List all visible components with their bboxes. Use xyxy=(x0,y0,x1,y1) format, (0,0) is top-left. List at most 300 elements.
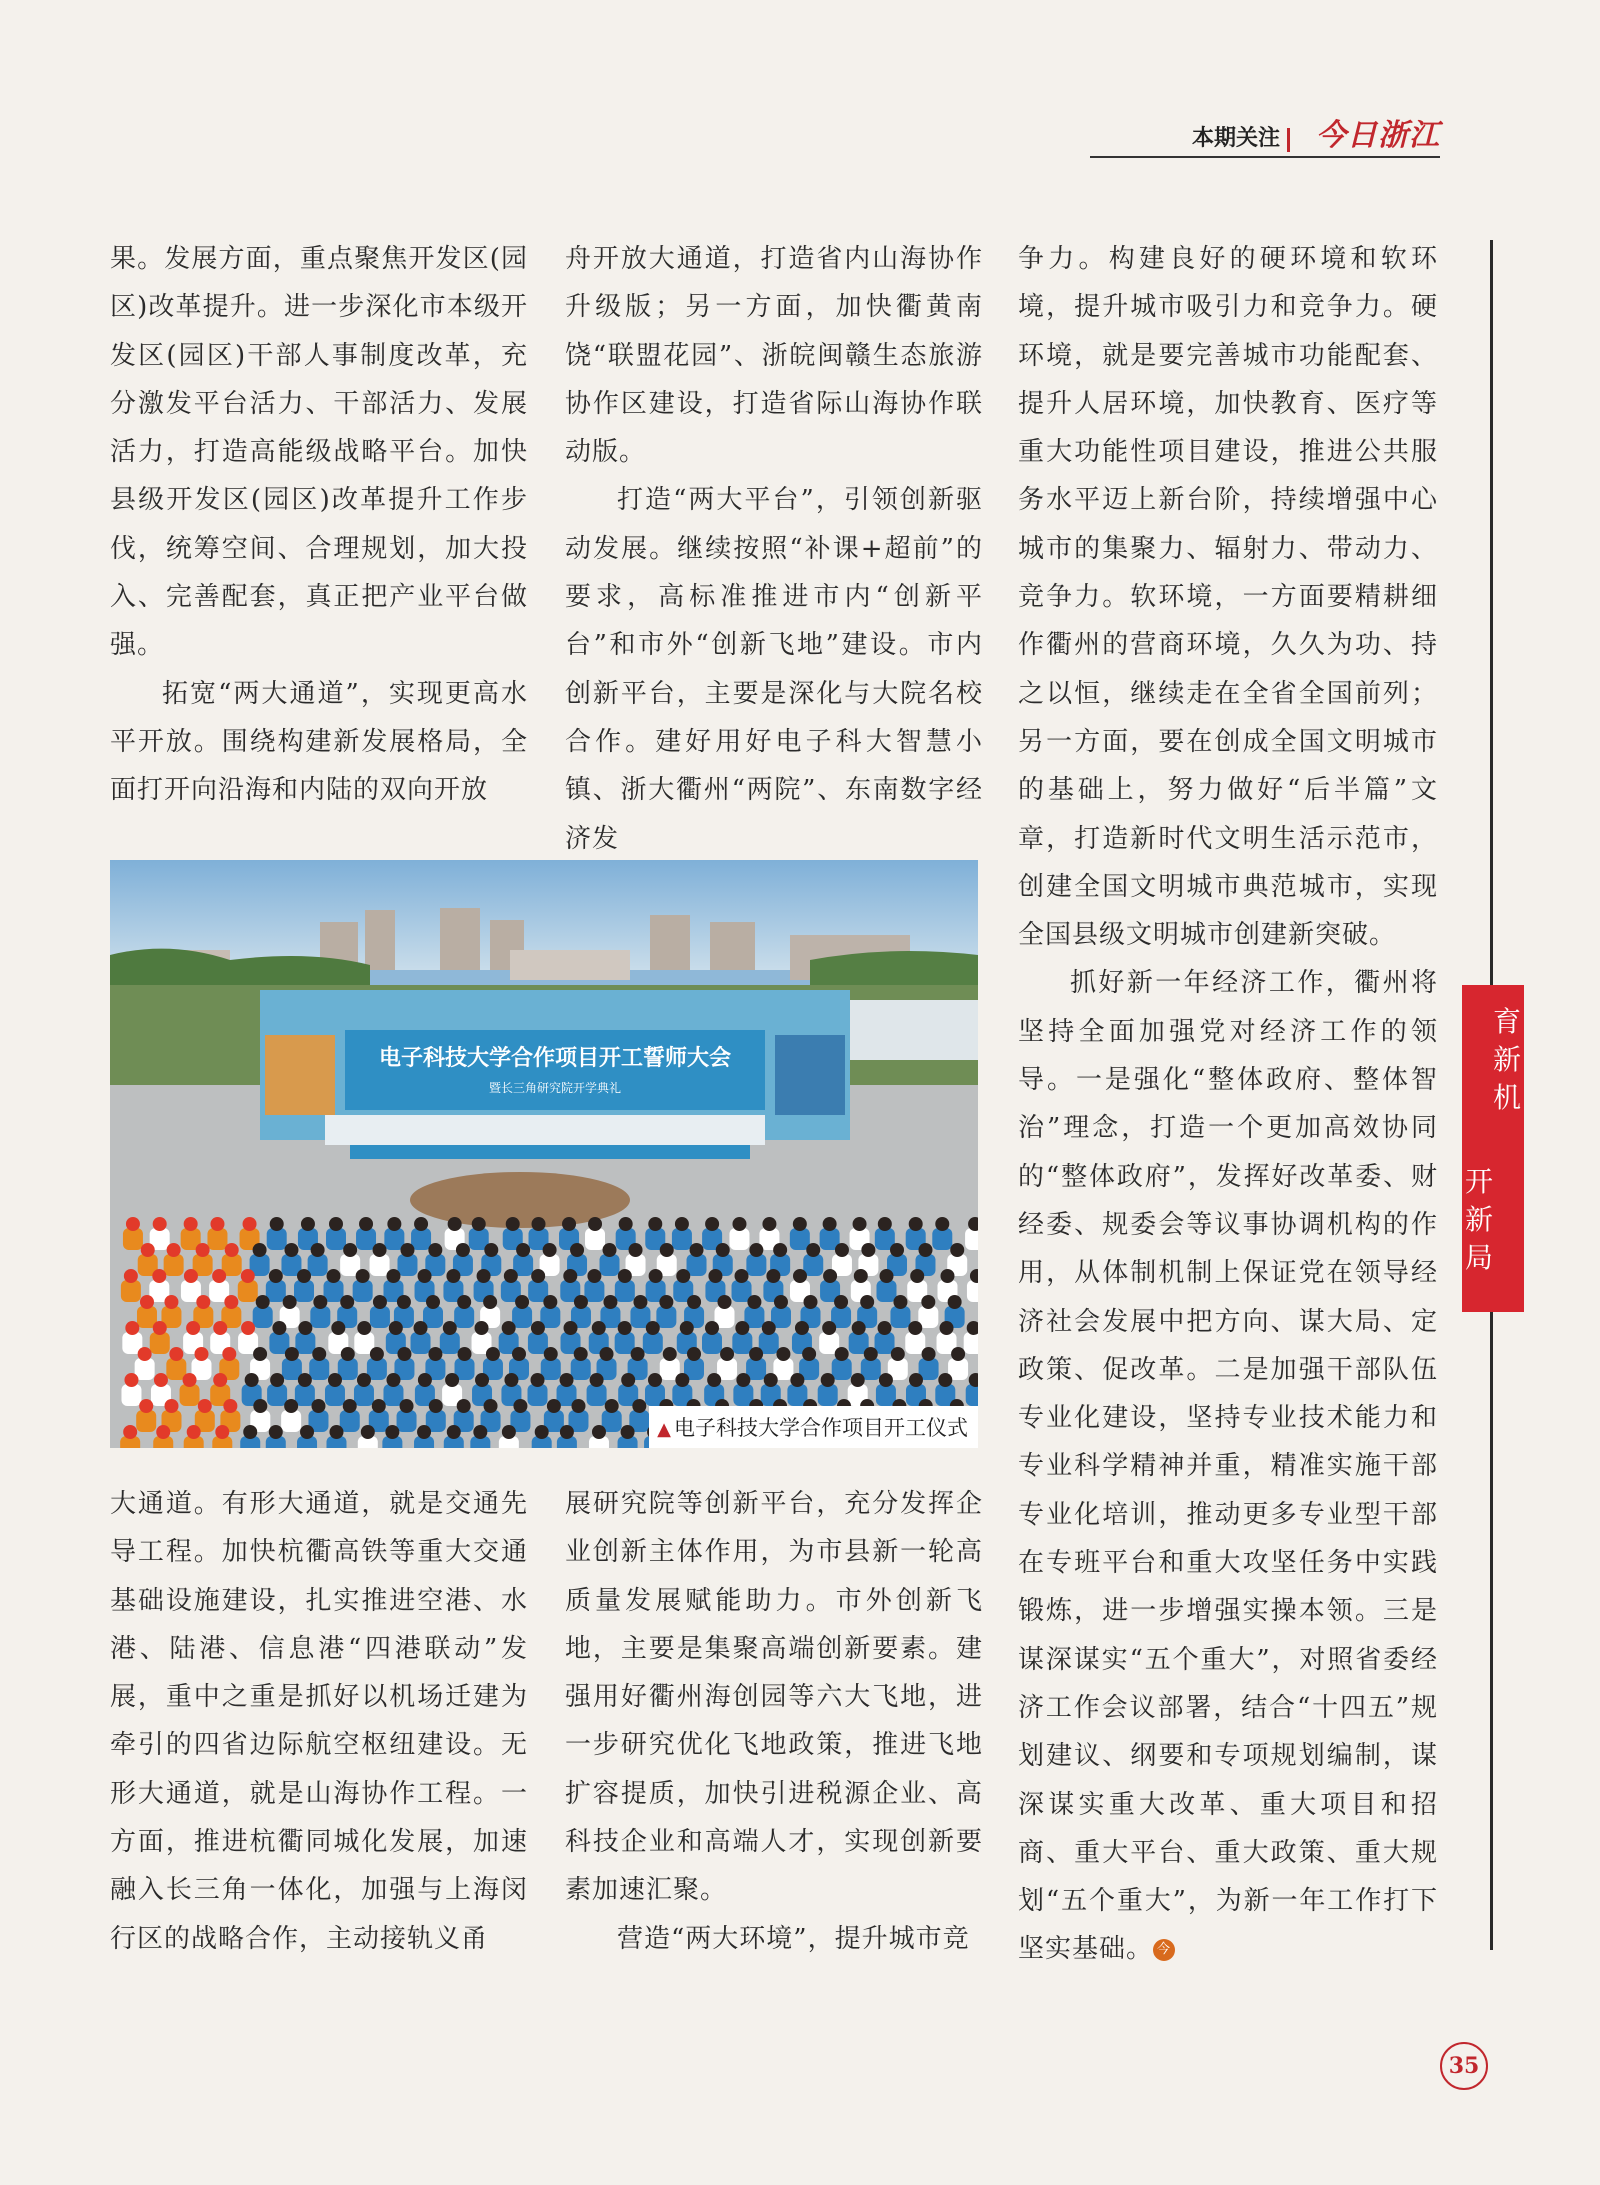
header-brand-logo: 今日浙江 xyxy=(1316,118,1440,153)
person-head xyxy=(705,1321,719,1335)
person-head xyxy=(680,1321,694,1335)
person-head xyxy=(512,1347,526,1361)
person-head xyxy=(950,1243,964,1257)
person-body xyxy=(656,1306,676,1328)
person-head xyxy=(592,1425,606,1439)
person-head xyxy=(297,1269,311,1283)
person-body xyxy=(512,1306,532,1328)
person-head xyxy=(224,1295,238,1309)
photo-caption xyxy=(649,1406,978,1448)
paragraph: 抓好新一年经济工作，衢州将坚持全面加强党对经济工作的领导。一是强化“整体政府、整体智治”理念，打造一个更加高效协同的“整体政府”，发挥好改革委、财经委、规委会等议事协调机构的作用，从体制机制上保证党在领导经济社会发展中把方向、谋大局、定政策、促改革。二是加强干部队伍专业化建设，坚持专业技术能力和专业科学精神并重，精准实施干部专业化培训，推动更多专业型干部在专班平台和重大攻坚任务中实践锻炼，进一步增强实操本领。三是谋深谋实“五个重大”，对照省委经济工作会议部署，结合“十四五”规划建议、纲要和专项规划编制，谋深谋实重大改革、重大项目和招商、重大平台、重大政策、重大规划“五个重大”，为新一年工作打下坚实基础。 今 xyxy=(1018,968,1438,1965)
paragraph: 打造“两大平台”，引领创新驱动发展。继续按照“补课+超前”的要求，高标准推进市内“创新平台”和市外“创新飞地”建设。市内创新平台，主要是深化与大院名校合作。建好用好电子科大智慧小镇、浙大衢州“两院”、东南数字经济发 xyxy=(565,485,983,854)
person-body xyxy=(180,1384,200,1406)
person-body xyxy=(932,1228,952,1250)
side-tab-char: 机 xyxy=(1492,1081,1521,1114)
person-head xyxy=(400,1243,414,1257)
person-body xyxy=(876,1384,896,1406)
person-head xyxy=(443,1321,457,1335)
person-head xyxy=(139,1399,153,1413)
header-divider xyxy=(1287,128,1290,152)
person-body xyxy=(354,1384,374,1406)
person-head xyxy=(329,1425,343,1439)
paragraph: 拓宽“两大通道”，实现更高水平开放。围绕构建新发展格局，全面打开向沿海和内陆的双向开放 xyxy=(110,678,528,806)
person-head xyxy=(918,1243,932,1257)
person-head xyxy=(253,1347,267,1361)
person-head xyxy=(648,1217,662,1231)
person-head xyxy=(140,1295,154,1309)
person-head xyxy=(183,1373,197,1387)
column-3 xyxy=(1018,235,1438,1974)
person-head xyxy=(198,1399,212,1413)
person-head xyxy=(879,1269,893,1283)
person-head xyxy=(793,1269,807,1283)
person-body xyxy=(325,1384,345,1406)
person-head xyxy=(477,1269,491,1283)
person-head xyxy=(457,1295,471,1309)
side-tab-col-right xyxy=(1492,1003,1522,1117)
ceremony-photo xyxy=(110,860,978,1448)
person-body xyxy=(281,1410,301,1432)
person-head xyxy=(243,1217,257,1231)
person-head xyxy=(543,1243,557,1257)
person-head xyxy=(270,1373,284,1387)
person-body xyxy=(454,1306,474,1328)
person-body xyxy=(729,1228,749,1250)
person-head xyxy=(736,1373,750,1387)
person-head xyxy=(735,1269,749,1283)
person-head xyxy=(397,1295,411,1309)
person-head xyxy=(153,1217,167,1231)
person-head xyxy=(532,1217,546,1231)
person-head xyxy=(298,1321,312,1335)
person-head xyxy=(940,1269,954,1283)
stage-banner-subtitle: 暨长三角研究院开学典礼 xyxy=(488,1081,622,1095)
person-head xyxy=(386,1373,400,1387)
person-head xyxy=(153,1321,167,1335)
person-head xyxy=(605,1399,619,1413)
person-body xyxy=(584,1280,604,1302)
person-head xyxy=(272,1321,286,1335)
person-head xyxy=(544,1347,558,1361)
person-head xyxy=(215,1425,229,1439)
person-head xyxy=(284,1399,298,1413)
person-body xyxy=(875,1332,895,1354)
person-body xyxy=(964,1332,978,1354)
person-head xyxy=(762,1321,776,1335)
person-head xyxy=(418,1269,432,1283)
person-body xyxy=(295,1384,315,1406)
person-head xyxy=(705,1217,719,1231)
person-head xyxy=(126,1217,140,1231)
person-head xyxy=(629,1243,643,1257)
person-head xyxy=(951,1347,965,1361)
person-head xyxy=(169,1347,183,1361)
person-head xyxy=(516,1243,530,1257)
person-head xyxy=(186,1321,200,1335)
person-body xyxy=(585,1228,605,1250)
person-head xyxy=(213,1373,227,1387)
person-body xyxy=(672,1228,692,1250)
person-head xyxy=(285,1347,299,1361)
person-body xyxy=(166,1358,186,1380)
person-head xyxy=(343,1243,357,1257)
person-head xyxy=(547,1399,561,1413)
person-head xyxy=(631,1347,645,1361)
person-head xyxy=(675,1217,689,1231)
person-head xyxy=(735,1321,749,1335)
person-head xyxy=(457,1399,471,1413)
person-head xyxy=(270,1217,284,1231)
person-head xyxy=(156,1425,170,1439)
person-head xyxy=(633,1295,647,1309)
person-head xyxy=(397,1347,411,1361)
person-head xyxy=(445,1373,459,1387)
person-head xyxy=(486,1347,500,1361)
person-body xyxy=(702,1332,722,1354)
person-body xyxy=(397,1254,417,1276)
paragraph: 舟开放大通道，打造省内山海协作升级版；另一方面，加快衢黄南饶“联盟花园”、浙皖闽赣生态旅游协作区建设，打造省际山海协作联动版。 xyxy=(565,244,983,468)
person-head xyxy=(472,1217,486,1231)
person-body xyxy=(123,1228,143,1250)
person-body xyxy=(440,1332,460,1354)
person-body xyxy=(732,1332,752,1354)
person-head xyxy=(663,1347,677,1361)
person-body xyxy=(966,1384,978,1406)
person-head xyxy=(762,1217,776,1231)
person-head xyxy=(475,1321,489,1335)
person-head xyxy=(124,1373,138,1387)
person-head xyxy=(361,1425,375,1439)
person-head xyxy=(152,1269,166,1283)
person-body xyxy=(324,1280,344,1302)
person-head xyxy=(184,1269,198,1283)
person-head xyxy=(165,1399,179,1413)
person-head xyxy=(675,1373,689,1387)
person-head xyxy=(543,1295,557,1309)
page-header xyxy=(1090,118,1440,158)
person-body xyxy=(818,1384,838,1406)
paragraph: 营造“两大环境”，提升城市竞 xyxy=(617,1923,970,1954)
column-1-bottom xyxy=(110,1480,528,1963)
article-end-mark-icon: 今 xyxy=(1153,1939,1175,1961)
person-head xyxy=(621,1425,635,1439)
person-head xyxy=(187,1425,201,1439)
person-head xyxy=(823,1217,837,1231)
person-head xyxy=(854,1269,868,1283)
person-head xyxy=(732,1217,746,1231)
person-body xyxy=(528,1384,548,1406)
person-head xyxy=(646,1321,660,1335)
person-head xyxy=(795,1321,809,1335)
person-head xyxy=(707,1373,721,1387)
column-2-bottom xyxy=(565,1480,983,1963)
person-head xyxy=(708,1269,722,1283)
person-head xyxy=(908,1321,922,1335)
person-body xyxy=(121,1280,141,1302)
person-head xyxy=(592,1321,606,1335)
person-body xyxy=(164,1254,184,1276)
person-head xyxy=(213,1321,227,1335)
person-body xyxy=(965,1228,978,1250)
person-body xyxy=(353,1280,373,1302)
person-body xyxy=(411,1228,431,1250)
person-body xyxy=(832,1358,852,1380)
person-head xyxy=(329,1217,343,1231)
person-head xyxy=(414,1217,428,1231)
person-head xyxy=(535,1425,549,1439)
person-body xyxy=(890,1306,910,1328)
person-head xyxy=(387,1217,401,1231)
person-head xyxy=(428,1243,442,1257)
section-side-tab xyxy=(1462,985,1524,1312)
person-head xyxy=(194,1347,208,1361)
person-head xyxy=(357,1373,371,1387)
person-head xyxy=(659,1295,673,1309)
person-head xyxy=(475,1373,489,1387)
person-head xyxy=(241,1321,255,1335)
person-head xyxy=(776,1347,790,1361)
person-head xyxy=(483,1295,497,1309)
person-body xyxy=(207,1228,227,1250)
person-head xyxy=(312,1347,326,1361)
person-head xyxy=(909,1373,923,1387)
person-head xyxy=(448,1217,462,1231)
person-head xyxy=(311,1243,325,1257)
person-head xyxy=(720,1347,734,1361)
person-head xyxy=(243,1425,257,1439)
person-head xyxy=(245,1373,259,1387)
person-head xyxy=(372,1399,386,1413)
person-body xyxy=(370,1306,390,1328)
side-tab-char: 育 xyxy=(1492,1005,1521,1038)
person-head xyxy=(618,1269,632,1283)
column-2-top xyxy=(565,235,983,863)
person-head xyxy=(269,1269,283,1283)
person-head xyxy=(256,1295,270,1309)
person-body xyxy=(571,1358,591,1380)
person-head xyxy=(603,1295,617,1309)
person-head xyxy=(343,1399,357,1413)
person-head xyxy=(531,1269,545,1283)
person-head xyxy=(428,1347,442,1361)
person-head xyxy=(878,1321,892,1335)
person-head xyxy=(588,1217,602,1231)
person-head xyxy=(570,1243,584,1257)
person-head xyxy=(341,1347,355,1361)
person-body xyxy=(309,1358,329,1380)
person-head xyxy=(241,1269,255,1283)
person-head xyxy=(223,1399,237,1413)
person-head xyxy=(473,1425,487,1439)
person-head xyxy=(373,1243,387,1257)
person-head xyxy=(806,1243,820,1257)
person-head xyxy=(327,1269,341,1283)
person-head xyxy=(210,1217,224,1231)
person-body xyxy=(587,1384,607,1406)
header-rule xyxy=(1090,156,1440,158)
person-body xyxy=(340,1410,360,1432)
person-head xyxy=(790,1373,804,1387)
person-head xyxy=(456,1243,470,1257)
person-head xyxy=(764,1373,778,1387)
side-tab-char: 新 xyxy=(1492,1043,1521,1076)
person-head xyxy=(138,1347,152,1361)
person-head xyxy=(835,1243,849,1257)
person-head xyxy=(948,1295,962,1309)
person-head xyxy=(835,1347,849,1361)
person-head xyxy=(385,1425,399,1439)
person-head xyxy=(649,1269,663,1283)
person-head xyxy=(447,1425,461,1439)
person-head xyxy=(909,1217,923,1231)
person-head xyxy=(749,1347,763,1361)
person-head xyxy=(749,1243,763,1257)
person-head xyxy=(864,1347,878,1361)
person-head xyxy=(716,1243,730,1257)
person-head xyxy=(766,1269,780,1283)
person-body xyxy=(150,1332,170,1354)
person-head xyxy=(446,1269,460,1283)
person-head xyxy=(502,1425,516,1439)
person-head xyxy=(893,1295,907,1309)
person-head xyxy=(822,1321,836,1335)
person-head xyxy=(313,1295,327,1309)
person-head xyxy=(386,1269,400,1283)
person-body xyxy=(643,1332,663,1354)
person-head xyxy=(196,1243,210,1257)
person-head xyxy=(922,1347,936,1361)
person-body xyxy=(370,1254,390,1276)
side-tab-char: 局 xyxy=(1464,1241,1493,1274)
person-head xyxy=(515,1295,529,1309)
paragraph: 大通道。有形大通道，就是交通先导工程。加快杭衢高铁等重大交通基础设施建设，扎实推进空港、水港、陆港、信息港“四港联动”发展，重中之重是抓好以机场迁建为牵引的四省边际航空枢纽建设。无形大通道，就是山海协作工程。一方面，推进杭衢同城化发展，加速融入长三角一体化，加强与上海闵行区的战略合作，主动接轨义甬 xyxy=(110,1489,528,1954)
person-body xyxy=(267,1384,287,1406)
stage-banner-title: 电子科技大学合作项目开工誓师大会 xyxy=(378,1046,732,1071)
person-head xyxy=(590,1373,604,1387)
person-head xyxy=(504,1373,518,1387)
person-body xyxy=(397,1410,417,1432)
person-head xyxy=(823,1269,837,1283)
person-head xyxy=(484,1243,498,1257)
person-head xyxy=(648,1373,662,1387)
person-head xyxy=(414,1321,428,1335)
person-body xyxy=(295,1332,315,1354)
person-head xyxy=(531,1321,545,1335)
person-head xyxy=(687,1347,701,1361)
person-body xyxy=(541,1358,561,1380)
person-head xyxy=(940,1321,954,1335)
person-head xyxy=(373,1295,387,1309)
person-head xyxy=(793,1217,807,1231)
person-head xyxy=(284,1243,298,1257)
person-head xyxy=(687,1295,701,1309)
person-body xyxy=(121,1384,141,1406)
person-head xyxy=(504,1269,518,1283)
person-head xyxy=(458,1347,472,1361)
person-head xyxy=(356,1269,370,1283)
person-head xyxy=(560,1373,574,1387)
side-tab-char: 新 xyxy=(1464,1203,1493,1236)
person-head xyxy=(921,1295,935,1309)
person-body xyxy=(310,1306,330,1328)
person-head xyxy=(621,1373,635,1387)
person-head xyxy=(429,1399,443,1413)
person-head xyxy=(426,1295,440,1309)
person-body xyxy=(411,1332,431,1354)
person-head xyxy=(340,1295,354,1309)
person-head xyxy=(853,1217,867,1231)
person-head xyxy=(370,1347,384,1361)
person-head xyxy=(301,1217,315,1231)
person-head xyxy=(574,1295,588,1309)
person-head xyxy=(834,1295,848,1309)
person-head xyxy=(619,1217,633,1231)
side-tab-char: 开 xyxy=(1464,1165,1493,1198)
paragraph: 争力。构建良好的硬环境和软环境，提升城市吸引力和竞争力。硬环境，就是要完善城市功能配套、提升人居环境，加快教育、医疗等重大功能性项目建设，推进公共服务水平迈上新台阶，持续增强中心城市的集聚力、辐射力、带动力、竞争力。软环境，一方面要精耕细作衢州的营商环境，久久为功、持之以恒，继续走在全省全国前列；另一方面，要在创成全国文明城市的基础上，努力做好“后半篇”文章，打造新时代文明生活示范市，创建全国文明城市典范城市，实现全国县级文明城市创建新突破。 xyxy=(1018,244,1438,951)
person-body xyxy=(746,1254,766,1276)
header-section-label: 本期关注 xyxy=(1191,126,1280,151)
person-head xyxy=(574,1347,588,1361)
person-head xyxy=(603,1243,617,1257)
person-head xyxy=(747,1295,761,1309)
person-body xyxy=(687,1254,707,1276)
person-body xyxy=(294,1280,314,1302)
person-head xyxy=(298,1373,312,1387)
page-number: 35 xyxy=(1440,2042,1488,2090)
person-head xyxy=(531,1373,545,1387)
person-head xyxy=(774,1295,788,1309)
person-head xyxy=(331,1321,345,1335)
person-head xyxy=(167,1243,181,1257)
person-body xyxy=(790,1228,810,1250)
person-head xyxy=(618,1321,632,1335)
person-head xyxy=(417,1425,431,1439)
person-head xyxy=(878,1217,892,1231)
person-head xyxy=(600,1347,614,1361)
person-head xyxy=(571,1399,585,1413)
person-body xyxy=(267,1228,287,1250)
person-head xyxy=(141,1243,155,1257)
column-1-top xyxy=(110,235,528,815)
person-head xyxy=(860,1295,874,1309)
person-head xyxy=(311,1399,325,1413)
person-head xyxy=(890,1243,904,1257)
person-body xyxy=(308,1254,328,1276)
person-body xyxy=(803,1254,823,1276)
person-head xyxy=(125,1321,139,1335)
person-head xyxy=(357,1321,371,1335)
person-head xyxy=(253,1243,267,1257)
person-head xyxy=(225,1243,239,1257)
person-body xyxy=(238,1280,258,1302)
person-head xyxy=(418,1373,432,1387)
person-head xyxy=(821,1373,835,1387)
person-head xyxy=(513,1399,527,1413)
person-head xyxy=(389,1321,403,1335)
paragraph: 果。发展方面，重点聚焦开发区(园区)改革提升。进一步深化市本级开发区(园区)干部人事制度改革，充分激发平台活力、干部活力、发展活力，打造高能级战略平台。加快县级开发区(园区)改革提升工作步伐，统筹空间、合理规划，加大投入、完善配套，真正把产业平台做强。 xyxy=(110,244,528,661)
person-head xyxy=(283,1295,297,1309)
person-head xyxy=(502,1321,516,1335)
person-head xyxy=(154,1373,168,1387)
person-head xyxy=(938,1373,952,1387)
person-head xyxy=(587,1269,601,1283)
person-body xyxy=(253,1306,273,1328)
person-body xyxy=(356,1228,376,1250)
person-head xyxy=(253,1399,267,1413)
person-head xyxy=(852,1321,866,1335)
person-head xyxy=(564,1321,578,1335)
person-head xyxy=(910,1269,924,1283)
